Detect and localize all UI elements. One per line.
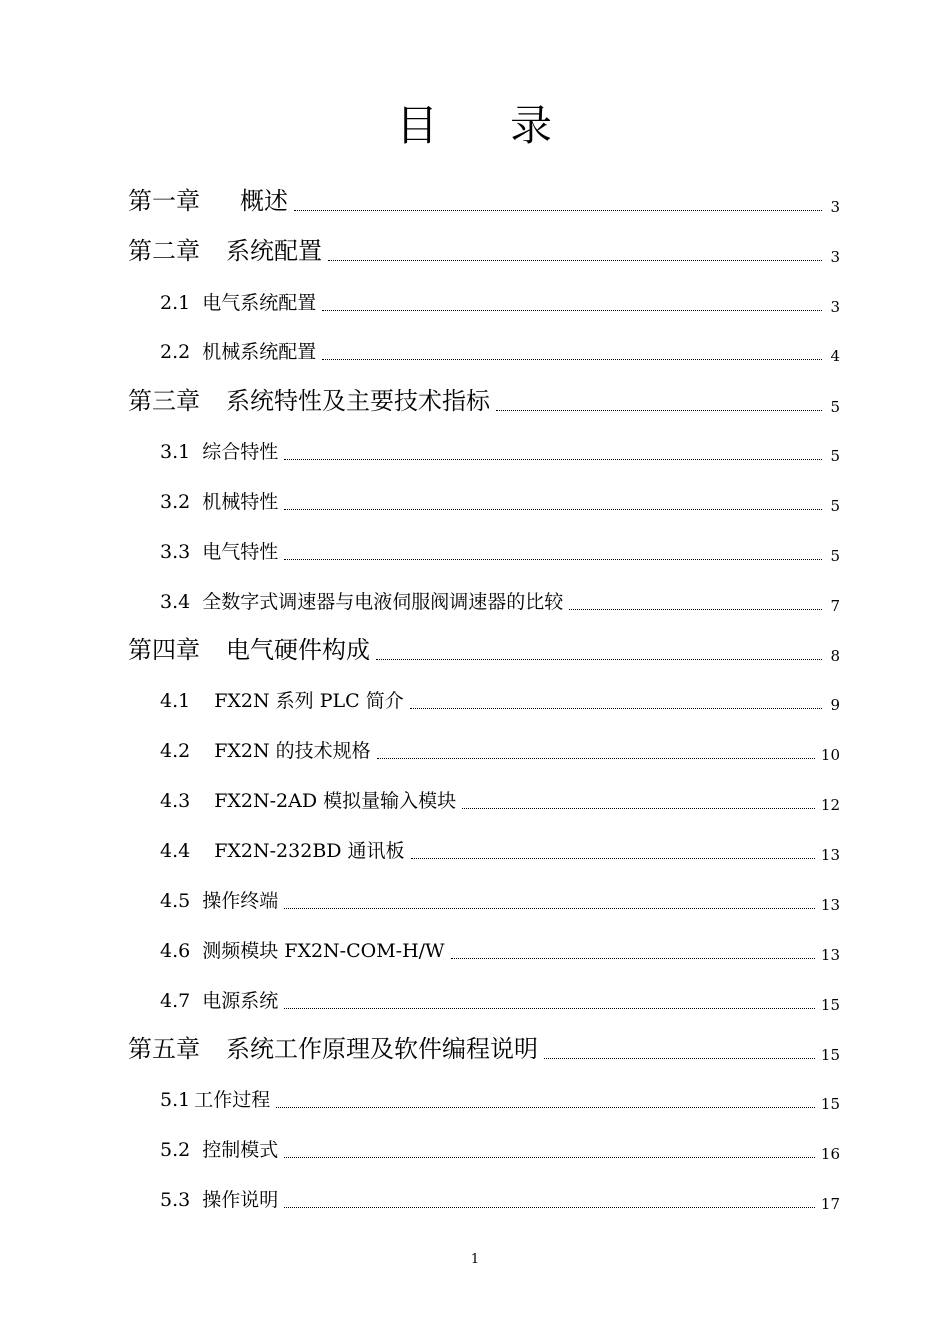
toc-entry-2-2[interactable]: [160, 339, 840, 365]
toc-entry-number: 第五章: [128, 1035, 200, 1063]
toc-entry-text: FX2N 的技术规格: [214, 740, 371, 762]
toc-entry-number: 4.1: [160, 690, 191, 712]
toc-entry-page: 15: [820, 1095, 840, 1113]
toc-entry-5-3[interactable]: [160, 1187, 840, 1213]
toc-entry-text: 机械特性: [202, 491, 279, 513]
toc-entry-3-1[interactable]: [160, 439, 840, 465]
toc-entry-3-2[interactable]: [160, 489, 840, 515]
toc-entry-page: 5: [830, 497, 840, 515]
toc-entry-text: FX2N-2AD 模拟量输入模块: [214, 790, 457, 812]
toc-entry-number: 3.3: [160, 541, 191, 563]
toc-entry-text: 概述: [240, 187, 288, 215]
toc-entry-label: [160, 439, 278, 465]
toc-entry-number: 4.2: [160, 740, 191, 762]
toc-entry-number: 3.2: [160, 491, 191, 513]
toc-title-char-1: 目: [395, 101, 440, 150]
toc-entry-number: 第一章: [128, 187, 200, 215]
toc-entry-3-4[interactable]: [160, 589, 840, 615]
dot-leader: [284, 908, 815, 909]
toc-entry-page: 5: [830, 398, 840, 416]
toc-entry-number: 5.1: [160, 1089, 191, 1111]
toc-entry-page: 16: [820, 1145, 840, 1163]
toc-entry-label: [160, 988, 278, 1014]
toc-entry-4-5[interactable]: [160, 888, 840, 914]
toc-entry-page: 3: [830, 298, 840, 316]
toc-entry-label: [160, 489, 278, 515]
toc-entry-5-2[interactable]: [160, 1137, 840, 1163]
toc-title-char-2: 录: [510, 101, 555, 150]
toc-entry-text: FX2N 系列 PLC 简介: [214, 690, 404, 712]
dot-leader: [284, 459, 822, 460]
toc-entry-page: 3: [830, 248, 840, 266]
toc-entry-page: 13: [820, 946, 840, 964]
toc-entry-text: 操作说明: [202, 1189, 279, 1211]
toc-entry-number: 第二章: [128, 237, 200, 265]
toc-entry-label: [160, 738, 371, 764]
toc-entry-label: [128, 186, 288, 216]
toc-entry-page: 15: [820, 1046, 840, 1064]
toc-entry-text: 电气硬件构成: [226, 636, 370, 664]
toc-entry-page: 3: [830, 198, 840, 216]
toc-entry-label: [160, 290, 316, 316]
toc-entry-label: [160, 589, 563, 615]
toc-entry-chapter-3[interactable]: [128, 386, 840, 416]
toc-entry-number: 4.4: [160, 840, 191, 862]
dot-leader: [411, 858, 815, 859]
toc-entry-number: 4.6: [160, 940, 191, 962]
toc-entry-text: 综合特性: [202, 441, 279, 463]
toc-entry-page: 4: [830, 347, 840, 365]
dot-leader: [451, 958, 815, 959]
toc-entry-label: [160, 1087, 270, 1113]
toc-entry-4-3[interactable]: [160, 788, 840, 814]
page-number-footer: 1: [470, 1252, 480, 1267]
toc-entry-page: 13: [820, 896, 840, 914]
dot-leader: [284, 1157, 815, 1158]
toc-entry-chapter-5[interactable]: [128, 1034, 840, 1064]
dot-leader: [569, 609, 822, 610]
toc-entry-text: 机械系统配置: [202, 341, 317, 363]
toc-entry-number: 2.1: [160, 292, 191, 314]
toc-entry-4-7[interactable]: [160, 988, 840, 1014]
dot-leader: [284, 1207, 815, 1208]
toc-entry-page: 8: [830, 647, 840, 665]
toc-entry-text: 操作终端: [202, 890, 279, 912]
dot-leader: [322, 359, 822, 360]
toc-entry-text: 电源系统: [202, 990, 279, 1012]
toc-entry-number: 3.1: [160, 441, 191, 463]
toc-entry-number: 第四章: [128, 636, 200, 664]
dot-leader: [377, 758, 815, 759]
toc-entry-2-1[interactable]: [160, 290, 840, 316]
dot-leader: [284, 559, 822, 560]
toc-entry-page: 15: [820, 996, 840, 1014]
toc-entry-label: [160, 788, 456, 814]
toc-entry-label: [160, 838, 405, 864]
toc-entry-label: [160, 938, 445, 964]
dot-leader: [284, 1008, 815, 1009]
toc-entry-text: 系统配置: [226, 237, 322, 265]
toc-entry-label: [160, 539, 278, 565]
toc-entry-number: 3.4: [160, 591, 191, 613]
toc-entry-label: [160, 339, 316, 365]
toc-entry-number: 第三章: [128, 387, 200, 415]
toc-entry-text: 全数字式调速器与电液伺服阀调速器的比较: [202, 591, 564, 613]
toc-entry-4-6[interactable]: [160, 938, 840, 964]
dot-leader: [284, 509, 822, 510]
dot-leader: [322, 310, 822, 311]
toc-entry-text: 电气特性: [202, 541, 279, 563]
toc-entry-number: 2.2: [160, 341, 191, 363]
toc-entry-page: 10: [820, 746, 840, 764]
toc-entry-chapter-1[interactable]: [128, 186, 840, 216]
dot-leader: [544, 1058, 815, 1059]
toc-entry-page: 5: [830, 447, 840, 465]
toc-entry-page: 17: [820, 1195, 840, 1213]
toc-entry-text: 系统特性及主要技术指标: [226, 387, 490, 415]
toc-entry-number: 5.2: [160, 1139, 191, 1161]
toc-entry-number: 5.3: [160, 1189, 191, 1211]
toc-entry-page: 12: [820, 796, 840, 814]
dot-leader: [276, 1107, 815, 1108]
toc-entry-page: 5: [830, 547, 840, 565]
toc-entry-number: 4.3: [160, 790, 191, 812]
toc-entry-page: 7: [830, 597, 840, 615]
toc-entry-text: FX2N-232BD 通讯板: [214, 840, 405, 862]
toc-entry-4-4[interactable]: [160, 838, 840, 864]
dot-leader: [496, 410, 822, 411]
toc-entry-label: [160, 1137, 278, 1163]
toc-entry-text: 工作过程: [194, 1089, 271, 1111]
toc-entry-3-3[interactable]: [160, 539, 840, 565]
toc-entry-text: 控制模式: [202, 1139, 279, 1161]
toc-entry-label: [128, 635, 370, 665]
toc-entry-number: 4.5: [160, 890, 191, 912]
dot-leader: [410, 708, 822, 709]
toc-entry-5-1[interactable]: [160, 1087, 840, 1113]
toc-entry-4-2[interactable]: [160, 738, 840, 764]
toc-entry-text: 测频模块 FX2N-COM-H/W: [202, 940, 445, 962]
toc-entry-text: 电气系统配置: [202, 292, 317, 314]
toc-entry-label: [128, 1034, 538, 1064]
toc-entry-label: [128, 386, 490, 416]
toc-entry-chapter-4[interactable]: [128, 635, 840, 665]
dot-leader: [376, 659, 822, 660]
toc-entry-page: 13: [820, 846, 840, 864]
toc-entry-page: 9: [830, 696, 840, 714]
toc-entry-number: 4.7: [160, 990, 191, 1012]
toc-entry-label: [160, 1187, 278, 1213]
dot-leader: [294, 210, 822, 211]
toc-entry-chapter-2[interactable]: [128, 236, 840, 266]
toc-entry-label: [128, 236, 322, 266]
toc-entry-label: [160, 688, 404, 714]
toc-entry-text: 系统工作原理及软件编程说明: [226, 1035, 538, 1063]
toc-entry-label: [160, 888, 278, 914]
toc-entry-4-1[interactable]: [160, 688, 840, 714]
dot-leader: [462, 808, 815, 809]
dot-leader: [328, 260, 822, 261]
